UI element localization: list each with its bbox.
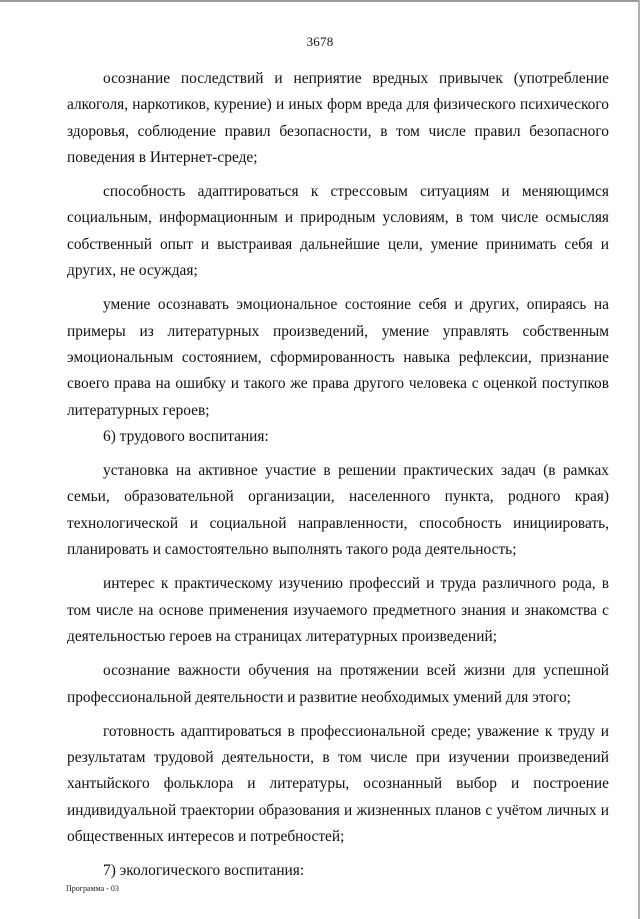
document-body: [67, 66, 609, 885]
paragraph-lifelong-learning: осознание важности обучения на протяжении всей жизни для успешной профессиональной деятельности и развитие необходимых умений для этого;: [67, 662, 609, 706]
page-number: 3678: [306, 34, 334, 49]
section-heading-labor-education: 6) трудового воспитания:: [103, 427, 269, 445]
page-footer: Программа - 03: [66, 884, 119, 893]
paragraph-emotional-state: умение осознавать эмоциональное состояние себя и других, опираясь на примеры из литературных произведений, умение управлять собственным эмоциональным состоянием, сформированность навыка рефлексии, признание своего права на ошибку и такого же права другого человека с оценкой поступков литературных героев;: [67, 296, 609, 419]
paragraph-health-awareness: осознание последствий и неприятие вредных привычек (употребление алкоголя, наркотиков, курение) и иных форм вреда для физического психического здоровья, соблюдение правил безопасности, в том числе правил безопасного поведения в Интернет-среде;: [67, 70, 609, 166]
paragraph-stress-adaptation: способность адаптироваться к стрессовым ситуациям и меняющимся социальным, информационным и природным условиям, в том числе осмысляя собственный опыт и выстраивая дальнейшие цели, умение принимать себя и других, не осуждая;: [67, 183, 609, 280]
paragraph-professional-readiness: готовность адаптироваться в профессиональной среде; уважение к труду и результатам трудовой деятельности, в том числе при изучении произведений хантыйского фольклора и литературы, осознанный выбор и построение индивидуальной траектории образования и жизненных планов с учётом личных и общественных интересов и потребностей;: [67, 722, 609, 846]
scan-top-edge: [0, 0, 640, 2]
section-heading-ecological-education: 7) экологического воспитания:: [103, 862, 305, 880]
paragraph-professions-interest: интерес к практическому изучению профессий и труда различного рода, в том числе на основе применения изучаемого предметного знания и знакомства с деятельностью героев на страницах литературных произведений;: [67, 575, 609, 645]
paragraph-practical-tasks: установка на активное участие в решении практических задач (в рамках семьи, образовательной организации, населенного пункта, родного края) технологической и социальной направленности, способность инициировать, планировать и самостоятельно выполнять такого рода деятельность;: [67, 462, 609, 559]
